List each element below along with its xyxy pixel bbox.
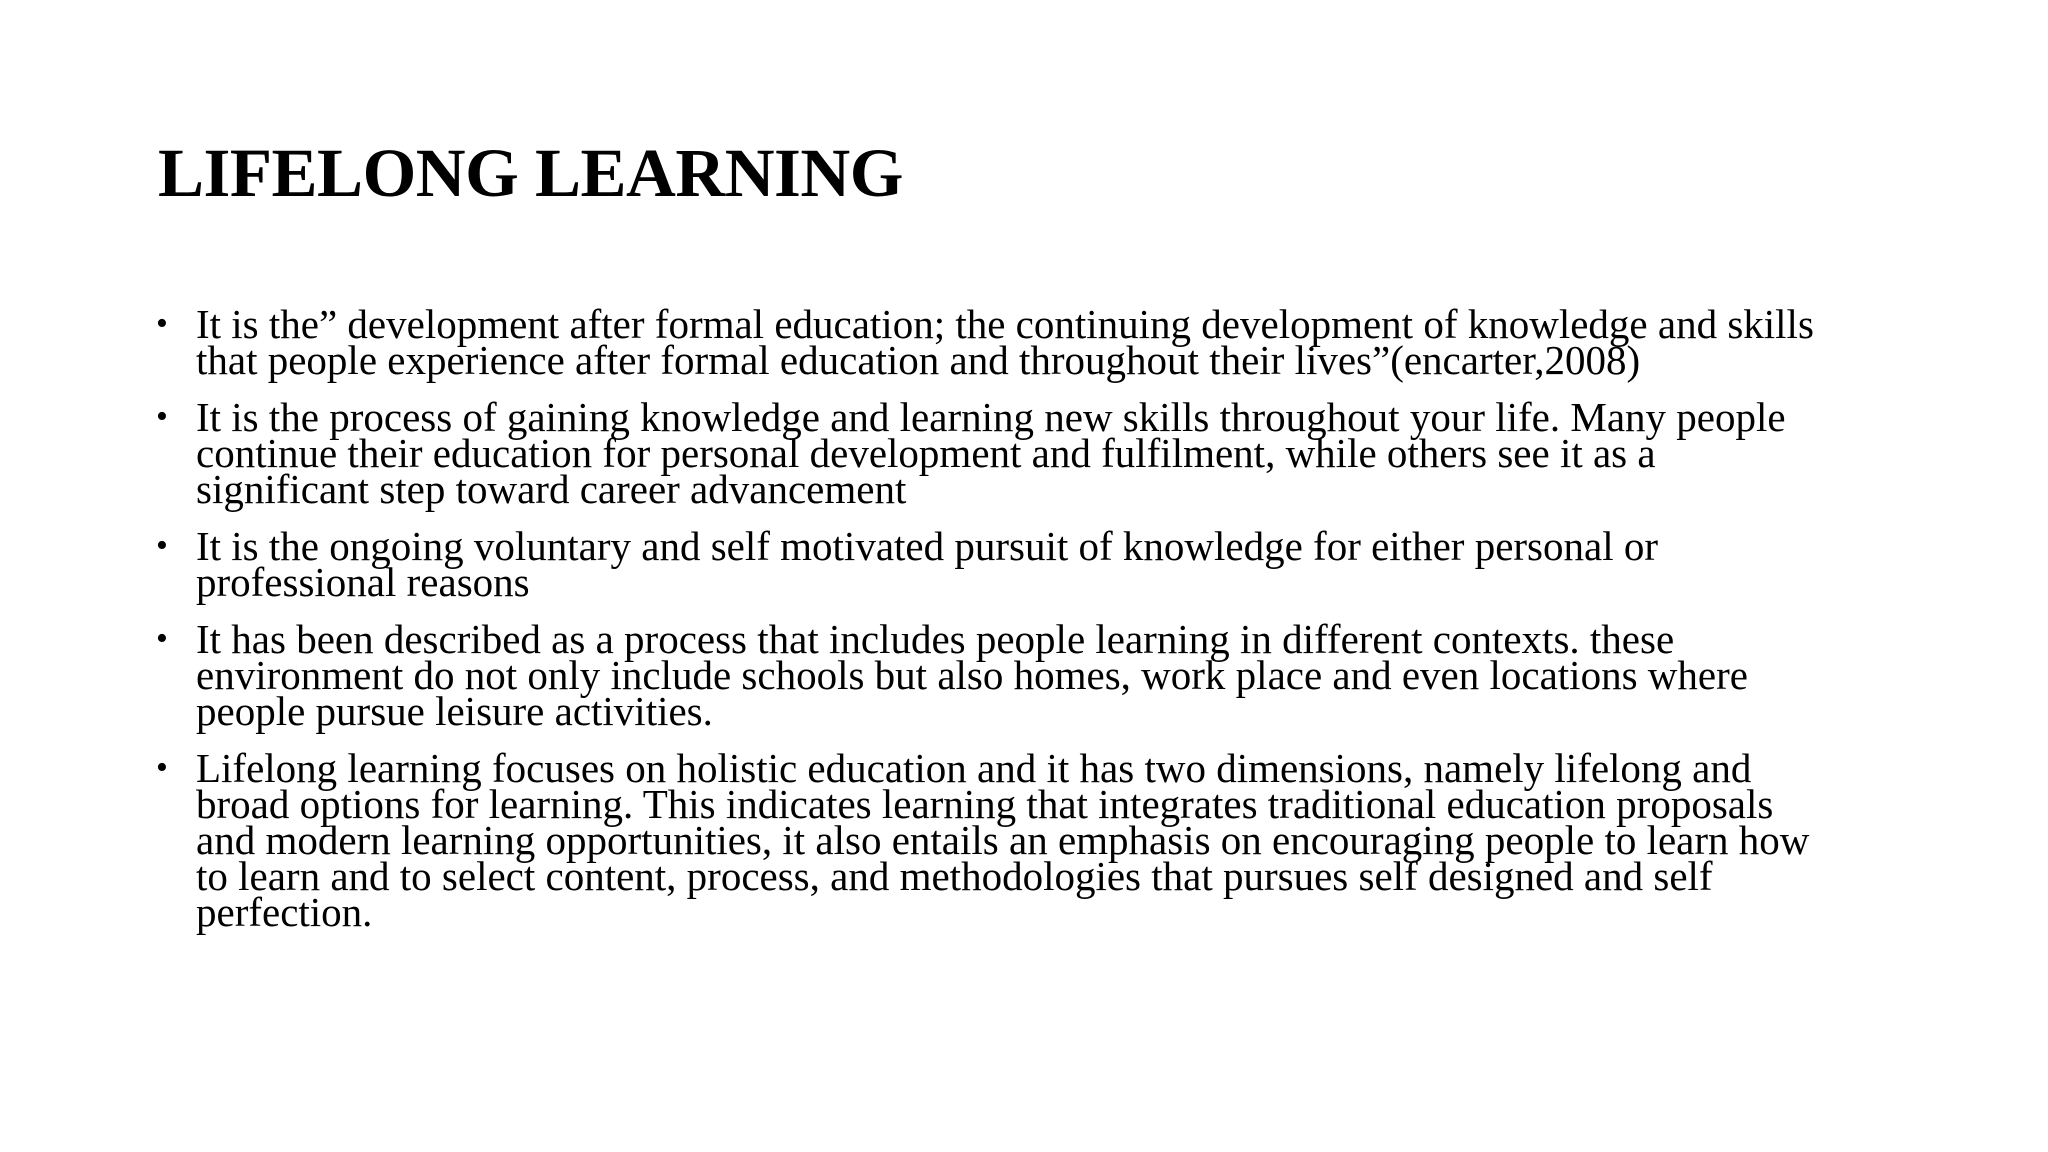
slide-title: LIFELONG LEARNING: [158, 135, 903, 211]
bullet-marker: •: [156, 749, 168, 786]
bullet-text-line: professional reasons: [196, 559, 530, 605]
bullet-text-line: perfection.: [196, 889, 373, 935]
bullet-item: [150, 745, 1910, 935]
bullet-list: [150, 301, 1910, 951]
bullet-text-line: It has been described as a process that includes people learning in different contexts. these: [196, 616, 1675, 662]
bullet-item: [150, 394, 1910, 512]
bullet-text-line: to learn and to select content, process, and methodologies that pursues self designed and self: [196, 853, 1713, 899]
bullet-text-line: It is the process of gaining knowledge and learning new skills throughout your life. Many people: [196, 394, 1786, 440]
bullet-marker: •: [156, 398, 168, 435]
bullet-text-line: broad options for learning. This indicates learning that integrates traditional education proposals: [196, 781, 1774, 827]
bullet-text-line: and modern learning opportunities, it also entails an emphasis on encouraging people to learn how: [196, 817, 1810, 863]
bullet-item: [150, 523, 1910, 605]
bullet-text-line: It is the” development after formal education; the continuing development of knowledge and skills: [196, 301, 1814, 347]
bullet-text-line: Lifelong learning focuses on holistic education and it has two dimensions, namely lifelong and: [196, 745, 1752, 791]
bullet-item: [150, 301, 1910, 383]
bullet-text-line: environment do not only include schools but also homes, work place and even locations where: [196, 652, 1748, 698]
bullet-text-line: significant step toward career advancement: [196, 466, 907, 512]
bullet-text-line: people pursue leisure activities.: [196, 688, 713, 734]
bullet-marker: •: [156, 305, 168, 342]
bullet-marker: •: [156, 620, 168, 657]
bullet-text-line: that people experience after formal education and throughout their lives”(encarter,2008): [196, 337, 1641, 383]
bullet-item: [150, 616, 1910, 734]
bullet-marker: •: [156, 527, 168, 564]
bullet-text-line: continue their education for personal development and fulfilment, while others see it as a: [196, 430, 1656, 476]
bullet-text-line: It is the ongoing voluntary and self motivated pursuit of knowledge for either personal or: [196, 523, 1658, 569]
